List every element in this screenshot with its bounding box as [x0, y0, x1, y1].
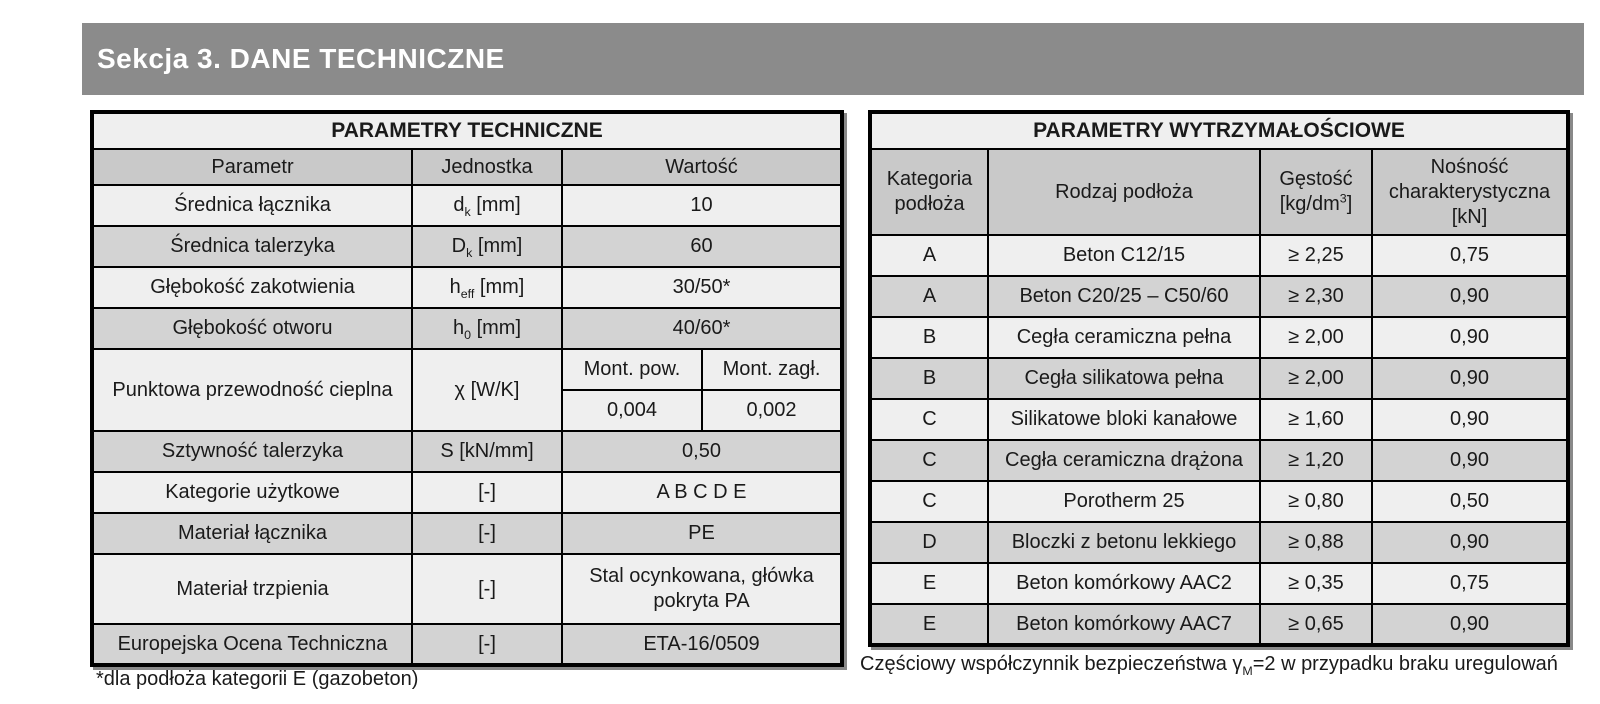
technical-table-title-row [92, 112, 842, 149]
density-cell: ≥ 0,80 [1260, 481, 1372, 522]
param-cell: Głębokość otworu [92, 308, 412, 349]
density-cell: ≥ 2,30 [1260, 276, 1372, 317]
unit-cell: $h_{eff}$ [mm] [412, 267, 562, 308]
substrate-cell: Beton C12/15 [988, 235, 1260, 276]
col-header-gestosc: Gęstość $[kg/dm^3]$ [1260, 149, 1372, 235]
unit-cell: [-] [412, 472, 562, 513]
unit-cell: [-] [412, 554, 562, 624]
density-cell: ≥ 1,60 [1260, 399, 1372, 440]
param-cell: Średnica talerzyka [92, 226, 412, 267]
density-cell: ≥ 1,20 [1260, 440, 1372, 481]
strength-table-footnote: Częściowy współczynnik bezpieczeństwa $\gamma_M=2$ w przypadku braku uregulowań [860, 653, 1558, 678]
param-cell: Materiał łącznika [92, 513, 412, 554]
value-cell: 40/60* [562, 308, 842, 349]
value-cell: 60 [562, 226, 842, 267]
category-cell: B [870, 317, 988, 358]
category-cell: A [870, 276, 988, 317]
sub-value-mont-pow: 0,004 [562, 390, 702, 431]
param-cell: Sztywność talerzyka [92, 431, 412, 472]
param-cell: Głębokość zakotwienia [92, 267, 412, 308]
table-row [870, 440, 1568, 481]
table-row [870, 481, 1568, 522]
table-row [870, 522, 1568, 563]
table-row [870, 563, 1568, 604]
substrate-cell: Silikatowe bloki kanałowe [988, 399, 1260, 440]
unit-cell: S [kN/mm] [412, 431, 562, 472]
param-cell: Średnica łącznika [92, 185, 412, 226]
category-cell: E [870, 604, 988, 645]
section-header-title: Sekcja 3. DANE TECHNICZNE [97, 43, 505, 74]
technical-parameters-table [90, 110, 844, 667]
density-cell: ≥ 2,00 [1260, 358, 1372, 399]
table-row [870, 235, 1568, 276]
category-cell: C [870, 481, 988, 522]
capacity-cell: 0,90 [1372, 522, 1568, 563]
unit-cell: $D_k$ [mm] [412, 226, 562, 267]
value-cell: 0,50 [562, 431, 842, 472]
density-cell: ≥ 0,65 [1260, 604, 1372, 645]
table-row [870, 399, 1568, 440]
table-row [92, 624, 842, 665]
sub-col-label-mont-pow: Mont. pow. [562, 349, 702, 390]
unit-cell: $d_k$ [mm] [412, 185, 562, 226]
col-header-rodzaj: Rodzaj podłoża [988, 149, 1260, 235]
category-cell: C [870, 399, 988, 440]
table-row [870, 276, 1568, 317]
value-cell: PE [562, 513, 842, 554]
capacity-cell: 0,75 [1372, 563, 1568, 604]
capacity-cell: 0,50 [1372, 481, 1568, 522]
col-header-wartosc: Wartość [562, 149, 842, 185]
capacity-cell: 0,75 [1372, 235, 1568, 276]
unit-cell: $h_0$ [mm] [412, 308, 562, 349]
table-row [92, 554, 842, 624]
density-cell: ≥ 0,88 [1260, 522, 1372, 563]
section-header [82, 23, 1584, 95]
unit-cell: χ [W/K] [412, 349, 562, 431]
substrate-cell: Cegła ceramiczna pełna [988, 317, 1260, 358]
table-row-thermal-conductivity [92, 349, 842, 390]
table-row [870, 317, 1568, 358]
substrate-cell: Cegła ceramiczna drążona [988, 440, 1260, 481]
table-row [92, 472, 842, 513]
substrate-cell: Porotherm 25 [988, 481, 1260, 522]
capacity-cell: 0,90 [1372, 276, 1568, 317]
value-cell: ETA-16/0509 [562, 624, 842, 665]
capacity-cell: 0,90 [1372, 358, 1568, 399]
capacity-cell: 0,90 [1372, 317, 1568, 358]
value-cell: 30/50* [562, 267, 842, 308]
strength-table-title: PARAMETRY WYTRZYMAŁOŚCIOWE [870, 112, 1568, 149]
col-header-nosnosc: Nośność charakterystyczna [kN] [1372, 149, 1568, 235]
technical-table-title: PARAMETRY TECHNICZNE [92, 112, 842, 149]
table-row [870, 358, 1568, 399]
unit-cell: [-] [412, 624, 562, 665]
substrate-cell: Beton C20/25 – C50/60 [988, 276, 1260, 317]
table-row [92, 308, 842, 349]
table-row [92, 185, 842, 226]
capacity-cell: 0,90 [1372, 604, 1568, 645]
category-cell: C [870, 440, 988, 481]
col-header-parametr: Parametr [92, 149, 412, 185]
col-header-kategoria: Kategoria podłoża [870, 149, 988, 235]
value-cell: 10 [562, 185, 842, 226]
substrate-cell: Cegła silikatowa pełna [988, 358, 1260, 399]
substrate-cell: Bloczki z betonu lekkiego [988, 522, 1260, 563]
density-cell: ≥ 2,25 [1260, 235, 1372, 276]
category-cell: A [870, 235, 988, 276]
capacity-cell: 0,90 [1372, 399, 1568, 440]
table-row [92, 267, 842, 308]
sub-value-mont-zagl: 0,002 [702, 390, 842, 431]
density-cell: ≥ 2,00 [1260, 317, 1372, 358]
sub-col-label-mont-zagl: Mont. zagł. [702, 349, 842, 390]
table-row [92, 513, 842, 554]
table-row [92, 431, 842, 472]
param-cell: Kategorie użytkowe [92, 472, 412, 513]
density-cell: ≥ 0,35 [1260, 563, 1372, 604]
value-cell: Stal ocynkowana, główka pokryta PA [562, 554, 842, 624]
substrate-cell: Beton komórkowy AAC7 [988, 604, 1260, 645]
technical-table-footnote: *dla podłoża kategorii E (gazobeton) [96, 668, 419, 690]
param-cell: Europejska Ocena Techniczna [92, 624, 412, 665]
strength-table-header-row [870, 149, 1568, 235]
param-cell: Punktowa przewodność cieplna [92, 349, 412, 431]
strength-table-title-row [870, 112, 1568, 149]
param-cell: Materiał trzpienia [92, 554, 412, 624]
substrate-cell: Beton komórkowy AAC2 [988, 563, 1260, 604]
category-cell: E [870, 563, 988, 604]
unit-cell: [-] [412, 513, 562, 554]
value-cell: A B C D E [562, 472, 842, 513]
category-cell: B [870, 358, 988, 399]
table-row [870, 604, 1568, 645]
category-cell: D [870, 522, 988, 563]
table-row [92, 226, 842, 267]
col-header-jednostka: Jednostka [412, 149, 562, 185]
capacity-cell: 0,90 [1372, 440, 1568, 481]
technical-table-header-row [92, 149, 842, 185]
strength-parameters-table [868, 110, 1570, 647]
